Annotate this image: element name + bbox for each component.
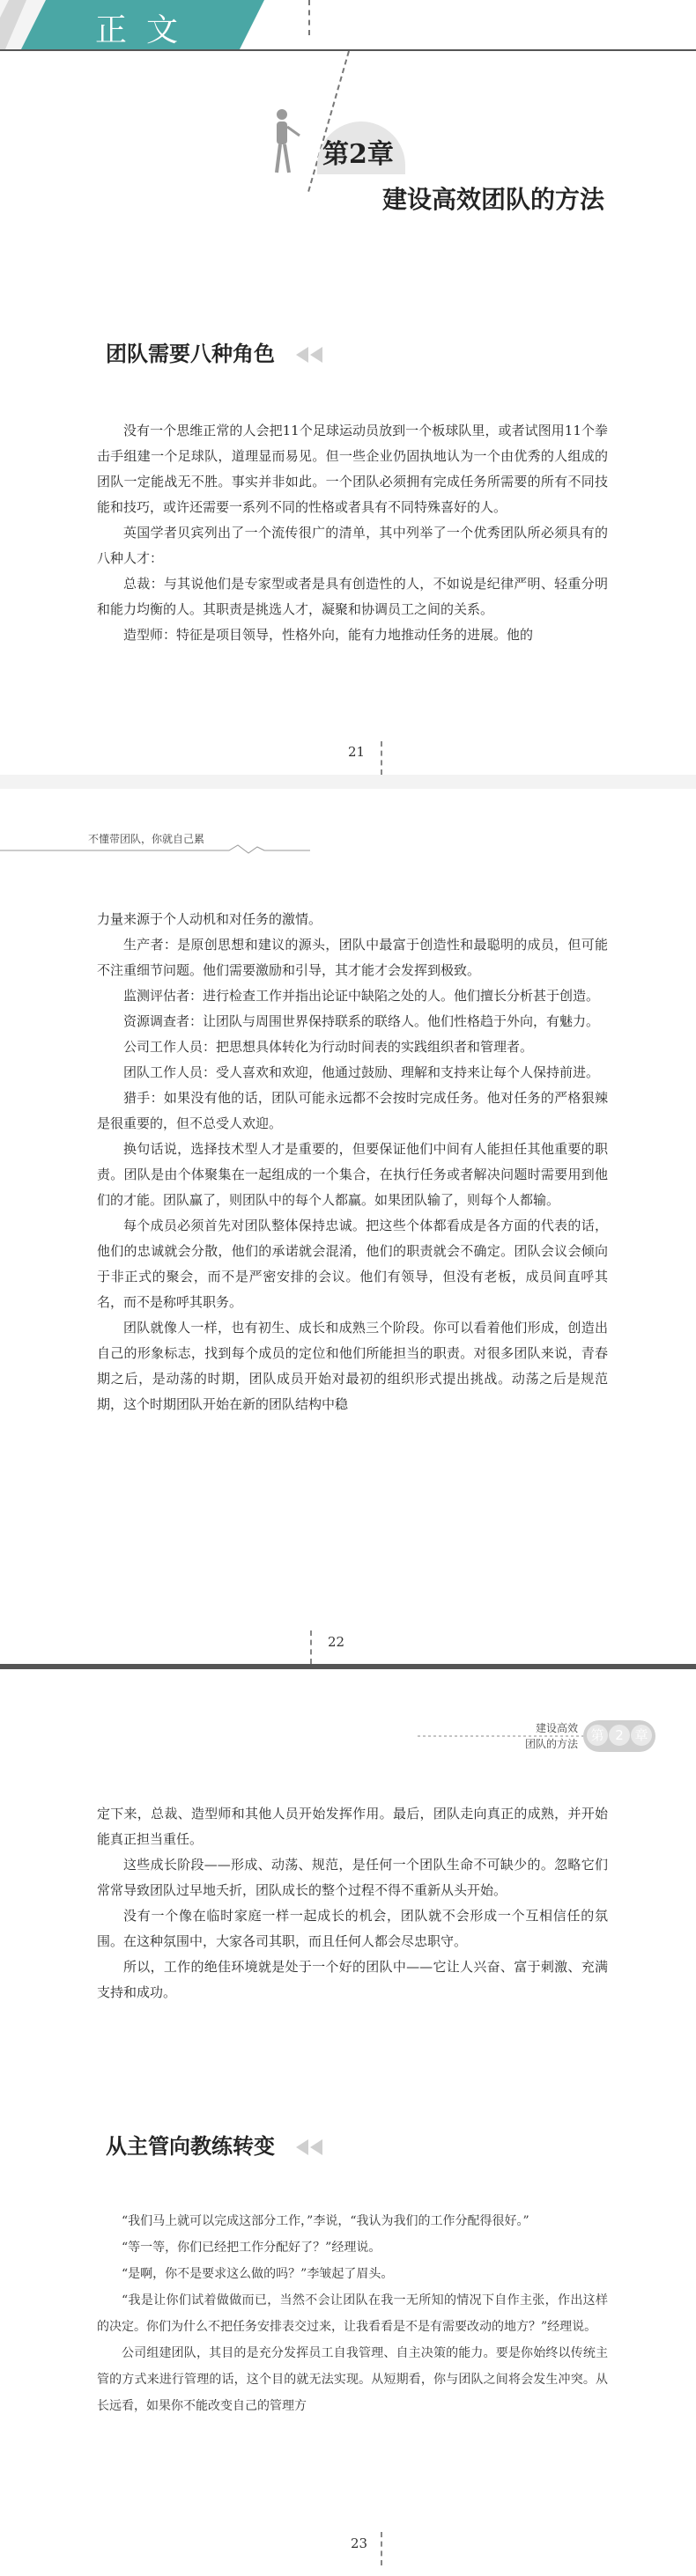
page-number-mark xyxy=(381,2532,382,2565)
running-head-text xyxy=(525,1720,578,1752)
paragraph: “等一等，你们已经把工作分配好了？”经理说。 xyxy=(122,2241,381,2255)
page-number: 23 xyxy=(351,2536,368,2551)
double-arrow-icon xyxy=(292,345,328,364)
paragraph: 资源调查者：让团队与周围世界保持联系的联络人。他们性格趋于外向，有魅力。 xyxy=(123,1013,600,1029)
body-text xyxy=(97,907,608,1417)
chapter-number: 第2章 xyxy=(322,139,394,170)
running-head xyxy=(418,1719,655,1761)
book-page-22 xyxy=(0,789,696,1664)
paragraph: 猎手：如果没有他的话，团队可能永远都不会按时完成任务。他对任务的严格狠辣是很重要的，但不总受人欢迎。 xyxy=(97,1090,608,1131)
paragraph: “我们马上就可以完成这部分工作，”李说，“我认为我们的工作分配得很好。” xyxy=(122,2214,529,2228)
badge-char: 章 xyxy=(631,1725,652,1746)
section-tab xyxy=(0,0,264,49)
double-arrow-icon xyxy=(292,2138,328,2157)
section-heading xyxy=(106,336,328,367)
badge-char: 第 xyxy=(587,1725,608,1746)
paragraph: 团队就像人一样，也有初生、成长和成熟三个阶段。你可以看着他们形成，创造出自己的形象标志，找到每个成员的定位和他们所能担当的职责。对很多团队来说，青春期之后，是动荡的时期，团队成员开始对最初的组织形式提出挑战。动荡之后是规范期，这个时期团队开始在新的团队结构中稳 xyxy=(97,1320,608,1412)
section-title: 团队需要八种角色 xyxy=(106,342,275,366)
paragraph: 公司组建团队，其目的是充分发挥员工自我管理、自主决策的能力。要是你始终以传统主管的方式来进行管理的话，这个目的就无法实现。从短期看，你与团队之间将会发生冲突。从长远看，如果你不能改变自己的管理方 xyxy=(97,2346,608,2413)
running-head-rule xyxy=(0,843,317,854)
section-title: 从主管向教练转变 xyxy=(106,2134,275,2159)
paragraph: 换句话说，选择技术型人才是重要的，但要保证他们中间有人能担任其他重要的职责。团队是由个体聚集在一起组成的一个集合，在执行任务或者解决问题时需要用到他们的才能。团队赢了，则团队中的每个人都赢。如果团队输了，则每个人都输。 xyxy=(97,1141,608,1208)
body-text xyxy=(97,418,608,648)
body-text xyxy=(97,1801,608,2006)
paragraph: 没有一个像在临时家庭一样一起成长的机会，团队就不会形成一个互相信任的氛围。在这种氛围中，大家各司其职，而且任何人都会尽忠职守。 xyxy=(97,1908,608,1949)
running-head-line: 建设高效 xyxy=(535,1722,578,1734)
running-head-line: 团队的方法 xyxy=(524,1738,578,1750)
paragraph: 这些成长阶段——形成、动荡、规范，是任何一个团队生命不可缺少的。忽略它们常常导致团队过早地夭折，团队成长的整个过程不得不重新从头开始。 xyxy=(97,1857,608,1898)
paragraph: 监测评估者：进行检查工作并指出论证中缺陷之处的人。他们擅长分析甚于创造。 xyxy=(123,988,600,1004)
running-head-text: 不懂带团队，你就自己累 xyxy=(88,833,205,845)
paragraph: 所以，工作的绝佳环境就是处于一个好的团队中——它让人兴奋、富于刺激、充满支持和成功。 xyxy=(97,1959,608,2000)
page-number-mark xyxy=(310,1630,312,1664)
paragraph: 团队工作人员：受人喜欢和欢迎，他通过鼓励、理解和支持来让每个人保持前进。 xyxy=(123,1064,600,1080)
book-page-23 xyxy=(0,1669,696,2576)
book-page-21 xyxy=(0,0,696,775)
section-heading xyxy=(106,2129,328,2160)
paragraph: 没有一个思维正常的人会把11个足球运动员放到一个板球队里，或者试图用11个拳击手组建一个足球队，道理显而易见。但一些企业仍固执地认为一个由优秀的人组成的团队一定能战无不胜。事实并非如此。一个团队必须拥有完成任务所需要的所有不同技能和技巧，或许还需要一系列不同的性格或者具有不同特殊喜好的人。 xyxy=(97,423,608,515)
page-number: 21 xyxy=(348,744,366,760)
chapter-illustration xyxy=(264,51,405,192)
paragraph: 生产者：是原创思想和建议的源头，团队中最富于创造性和最聪明的成员，但可能不注重细节问题。他们需要激励和引导，其才能才会发挥到极致。 xyxy=(97,937,608,978)
paragraph: “是啊，你不是要求这么做的吗？”李皱起了眉头。 xyxy=(122,2267,394,2281)
paragraph: 公司工作人员：把思想具体转化为行动时间表的实践组织者和管理者。 xyxy=(123,1039,534,1055)
running-head xyxy=(0,831,317,852)
paragraph: 英国学者贝宾列出了一个流传很广的清单，其中列举了一个优秀团队所必须具有的八种人才： xyxy=(97,525,608,566)
crop-mark xyxy=(308,0,310,35)
chapter-badge xyxy=(583,1720,655,1752)
paragraph: 每个成员必须首先对团队整体保持忠诚。把这些个体都看成是各方面的代表的话，他们的忠诚就会分散，他们的承诺就会混淆，他们的职责就会不确定。团队会议会倾向于非正式的聚会，而不是严密安排的会议。他们有领导，但没有老板，成员间直呼其名，而不是称呼其职务。 xyxy=(97,1218,608,1310)
paragraph: 力量来源于个人动机和对任务的激情。 xyxy=(97,911,322,927)
paragraph: 总裁：与其说他们是专家型或者是具有创造性的人，不如说是纪律严明、轻重分明和能力均衡的人。其职责是挑选人才，凝聚和协调员工之间的关系。 xyxy=(97,576,608,617)
tab-label: 正文 xyxy=(95,12,198,48)
page-number-mark xyxy=(381,741,382,775)
badge-char: 2 xyxy=(609,1725,630,1746)
chapter-title: 建设高效团队的方法 xyxy=(381,185,604,214)
paragraph: 造型师：特征是项目领导，性格外向，能有力地推动任务的进展。他的 xyxy=(123,627,534,643)
paragraph: 定下来，总裁、造型师和其他人员开始发挥作用。最后，团队走向真正的成熟，并开始能真正担当重任。 xyxy=(97,1806,608,1847)
paragraph: “我是让你们试着做做而已，当然不会让团队在我一无所知的情况下自作主张，作出这样的决定。你们为什么不把任务安排表交过来，让我看看是不是有需要改动的地方？”经理说。 xyxy=(97,2293,608,2334)
page-number: 22 xyxy=(328,1634,345,1650)
page-separator xyxy=(0,775,696,789)
dialog-text xyxy=(97,2208,608,2419)
